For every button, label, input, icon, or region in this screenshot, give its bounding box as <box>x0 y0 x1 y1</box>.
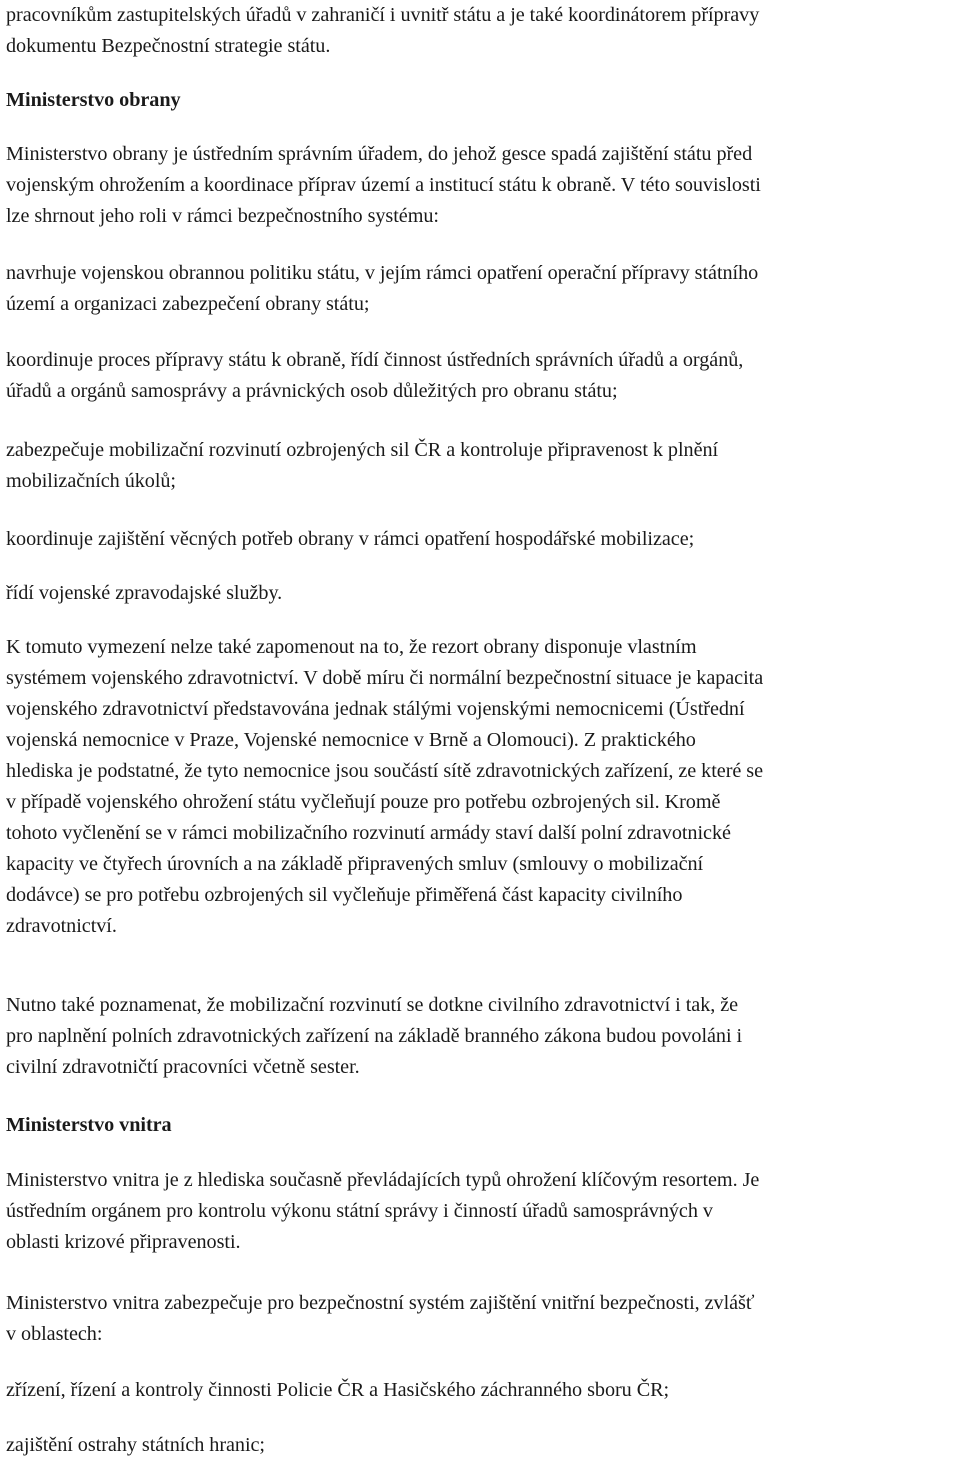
text-line: zabezpečuje mobilizační rozvinutí ozbrojených sil ČR a kontroluje připravenost k plnění <box>6 439 719 461</box>
mv-list-item <box>6 1375 960 1406</box>
text-line: zdravotnictví. <box>6 915 117 937</box>
mo-healthcare-paragraph <box>6 632 960 942</box>
text-line: navrhuje vojenskou obrannou politiku státu, v jejím rámci opatření operační přípravy státního <box>6 262 759 284</box>
text-line: pro naplnění polních zdravotnických zařízení na základě branného zákona budou povoláni i <box>6 1025 743 1047</box>
text-line: koordinuje zajištění věcných potřeb obrany v rámci opatření hospodářské mobilizace; <box>6 528 695 550</box>
heading-ministerstvo-vnitra: Ministerstvo vnitra <box>6 1114 172 1136</box>
text-line: území a organizaci zabezpečení obrany státu; <box>6 293 370 315</box>
text-line: K tomuto vymezení nelze také zapomenout na to, že rezort obrany disponuje vlastním <box>6 636 697 658</box>
text-line: lze shrnout jeho roli v rámci bezpečnostního systému: <box>6 205 439 227</box>
mo-list-item <box>6 524 960 555</box>
text-line: Ministerstvo vnitra je z hlediska současně převládajících typů ohrožení klíčovým resortem. Je <box>6 1169 760 1191</box>
mo-list-item <box>6 345 960 407</box>
text-line: zajištění ostrahy státních hranic; <box>6 1434 265 1456</box>
text-line: vojenského zdravotnictví představována jednak stálými vojenskými nemocnicemi (Ústřední <box>6 698 745 720</box>
text-line: dodávce) se pro potřebu ozbrojených sil vyčleňuje přiměřená část kapacity civilního <box>6 884 683 906</box>
mv-list-item <box>6 1430 960 1461</box>
text-line: Ministerstvo vnitra zabezpečuje pro bezpečnostní systém zajištění vnitřní bezpečnosti, zvlášť <box>6 1292 755 1314</box>
mo-list-item <box>6 578 960 609</box>
heading-ministerstvo-obrany: Ministerstvo obrany <box>6 89 181 111</box>
text-line: vojenská nemocnice v Praze, Vojenské nemocnice v Brně a Olomouci). Z praktického <box>6 729 696 751</box>
text-line: pracovníkům zastupitelských úřadů v zahraničí i uvnitř státu a je také koordinátorem přípravy <box>6 4 760 26</box>
text-line: úřadů a orgánů samosprávy a právnických osob důležitých pro obranu státu; <box>6 380 618 402</box>
text-line: vojenským ohrožením a koordinace příprav území a institucí státu k obraně. V této souvislosti <box>6 174 761 196</box>
mo-intro-paragraph <box>6 139 960 232</box>
intro-paragraph <box>6 0 960 62</box>
mv-intro-paragraph <box>6 1165 960 1258</box>
text-line: systémem vojenského zdravotnictví. V době míru či normální bezpečnostní situace je kapacita <box>6 667 764 689</box>
mv-areas-paragraph <box>6 1288 960 1350</box>
text-line: koordinuje proces přípravy státu k obraně, řídí činnost ústředních správních úřadů a orgánů, <box>6 349 744 371</box>
text-line: mobilizačních úkolů; <box>6 470 176 492</box>
text-line: tohoto vyčlenění se v rámci mobilizačního rozvinutí armády staví další polní zdravotnické <box>6 822 731 844</box>
text-line: Nutno také poznamenat, že mobilizační rozvinutí se dotkne civilního zdravotnictví i tak, že <box>6 994 739 1016</box>
text-line: Ministerstvo obrany je ústředním správním úřadem, do jehož gesce spadá zajištění státu před <box>6 143 753 165</box>
text-line: řídí vojenské zpravodajské služby. <box>6 582 283 604</box>
text-line: ústředním orgánem pro kontrolu výkonu státní správy i činností úřadů samosprávných v <box>6 1200 713 1222</box>
mo-list-item <box>6 258 960 320</box>
text-line: oblasti krizové připravenosti. <box>6 1231 241 1253</box>
text-line: v oblastech: <box>6 1323 103 1345</box>
text-line: civilní zdravotničtí pracovníci včetně sester. <box>6 1056 360 1078</box>
text-line: dokumentu Bezpečnostní strategie státu. <box>6 35 331 57</box>
text-line: hlediska je podstatné, že tyto nemocnice jsou součástí sítě zdravotnických zařízení, ze které se <box>6 760 763 782</box>
text-line: zřízení, řízení a kontroly činnosti Policie ČR a Hasičského záchranného sboru ČR; <box>6 1379 670 1401</box>
text-line: v případě vojenského ohrožení státu vyčleňují pouze pro potřebu ozbrojených sil. Kromě <box>6 791 721 813</box>
mo-mobilization-paragraph <box>6 990 960 1083</box>
mo-list-item <box>6 435 960 497</box>
text-line: kapacity ve čtyřech úrovních a na základě připravených smluv (smlouvy o mobilizační <box>6 853 704 875</box>
